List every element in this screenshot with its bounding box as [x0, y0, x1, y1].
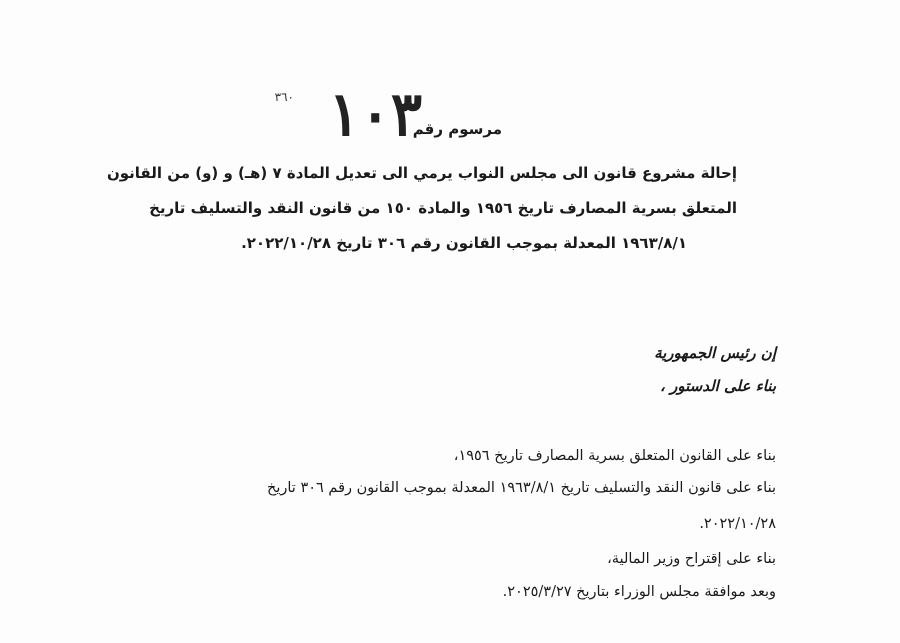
decree-label: مرسوم رقم [412, 120, 502, 138]
decree-number: ١٠٣ [328, 78, 422, 150]
preamble-constitution: بناء على الدستور ، [660, 377, 776, 395]
subject-line-3: ١٩٦٣/٨/١ المعدلة بموجب القانون رقم ٣٠٦ تاريخ ٢٠٢٢/١٠/٢٨. [241, 234, 687, 252]
handwritten-mark: ٣٦٠ [274, 90, 294, 104]
preamble-president: إن رئيس الجمهورية [654, 344, 776, 362]
subject-line-1: إحالة مشروع قانون الى مجلس النواب يرمي الى تعديل المادة ٧ (هـ) و (و) من القانون [106, 164, 737, 182]
body-line-5: وبعد موافقة مجلس الوزراء بتاريخ ٢٠٢٥/٣/٢٧. [502, 584, 776, 600]
body-line-3: ٢٠٢٢/١٠/٢٨. [699, 516, 776, 532]
body-line-1: بناء على القانون المتعلق بسرية المصارف تاريخ ١٩٥٦، [453, 448, 776, 464]
body-line-2: بناء على قانون النقد والتسليف تاريخ ١٩٦٣/٨/١ المعدلة بموجب القانون رقم ٣٠٦ تاريخ [266, 480, 776, 496]
body-line-4: بناء على إقتراح وزير المالية، [607, 551, 776, 567]
subject-line-2: المتعلق بسرية المصارف تاريخ ١٩٥٦ والمادة ١٥٠ من قانون النقد والتسليف تاريخ [149, 199, 737, 217]
